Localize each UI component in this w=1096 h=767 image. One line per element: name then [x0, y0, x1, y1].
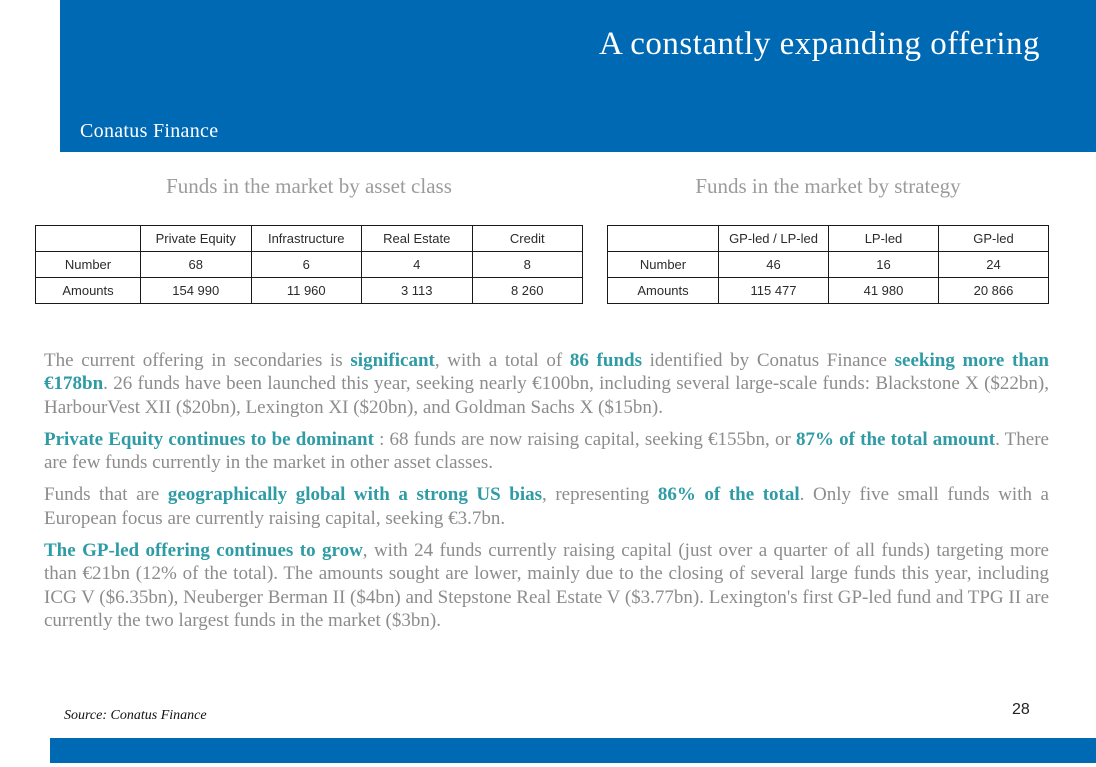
table-cell: 8 260 [472, 278, 583, 304]
source-note: Source: Conatus Finance [64, 708, 207, 723]
slide-title: A constantly expanding offering [598, 26, 1040, 62]
page-number: 28 [1012, 701, 1030, 718]
body-text [44, 349, 1049, 641]
table-cell: 115 477 [719, 278, 829, 304]
row-label-cell: Number [608, 252, 719, 278]
table-cell: 3 113 [362, 278, 473, 304]
table-row [608, 278, 1049, 304]
table-header-cell: Real Estate [362, 226, 473, 252]
paragraph: Private Equity continues to be dominant : 68 funds are now raising capital, seeking €155bn, or 87% of the total amount. There are few funds currently in the market in other asset classes. [44, 428, 1049, 474]
table-header-cell: Credit [472, 226, 583, 252]
paragraph: The current offering in secondaries is significant, with a total of 86 funds identified by Conatus Finance seeking more than €178bn. 26 funds have been launched this year, seeking nearly €100bn, including several large-scale funds: Blackstone X ($22bn), HarbourVest XII ($20bn), Lexington XI ($20bn), and Goldman Sachs X ($15bn). [44, 350, 1049, 418]
table-row [36, 252, 583, 278]
table-cell: 68 [141, 252, 252, 278]
table-cell: 24 [939, 252, 1049, 278]
table-cell: 8 [472, 252, 583, 278]
table-corner-cell [608, 226, 719, 252]
right-table-title: Funds in the market by strategy [695, 174, 961, 198]
table-header-cell: Infrastructure [251, 226, 362, 252]
table-cell: 20 866 [939, 278, 1049, 304]
table-row [36, 278, 583, 304]
brand-name: Conatus Finance [80, 120, 219, 142]
paragraph: The GP-led offering continues to grow, with 24 funds currently raising capital (just over a quarter of all funds) targeting more than €21bn (12% of the total). The amounts sought are lower, mainly due to the closing of several large funds this year, including ICG V ($6.35bn), Neuberger Berman II ($4bn) and Stepstone Real Estate V ($3.77bn). Lexington's first GP-led fund and TPG II are currently the two largest funds in the market ($3bn). [44, 540, 1049, 631]
paragraph: Funds that are geographically global with a strong US bias, representing 86% of the total. Only five small funds with a European focus are currently raising capital, seeking €3.7bn. [44, 484, 1049, 529]
footer-bar [50, 738, 1096, 763]
table-header-cell: LP-led [829, 226, 939, 252]
table-row [608, 252, 1049, 278]
row-label-cell: Amounts [608, 278, 719, 304]
row-label-cell: Amounts [36, 278, 141, 304]
table-header-cell: Private Equity [141, 226, 252, 252]
table-cell: 11 960 [251, 278, 362, 304]
asset-class-table [35, 225, 583, 304]
header-bar [60, 0, 1096, 152]
table-cell: 41 980 [829, 278, 939, 304]
table-header-cell: GP-led / LP-led [719, 226, 829, 252]
table-cell: 46 [719, 252, 829, 278]
table-cell: 16 [829, 252, 939, 278]
table-cell: 6 [251, 252, 362, 278]
table-header-cell: GP-led [939, 226, 1049, 252]
table-cell: 154 990 [141, 278, 252, 304]
strategy-table [607, 225, 1049, 304]
row-label-cell: Number [36, 252, 141, 278]
table-header-row [36, 226, 583, 252]
table-header-row [608, 226, 1049, 252]
table-corner-cell [36, 226, 141, 252]
left-table-title: Funds in the market by asset class [166, 174, 452, 198]
table-cell: 4 [362, 252, 473, 278]
